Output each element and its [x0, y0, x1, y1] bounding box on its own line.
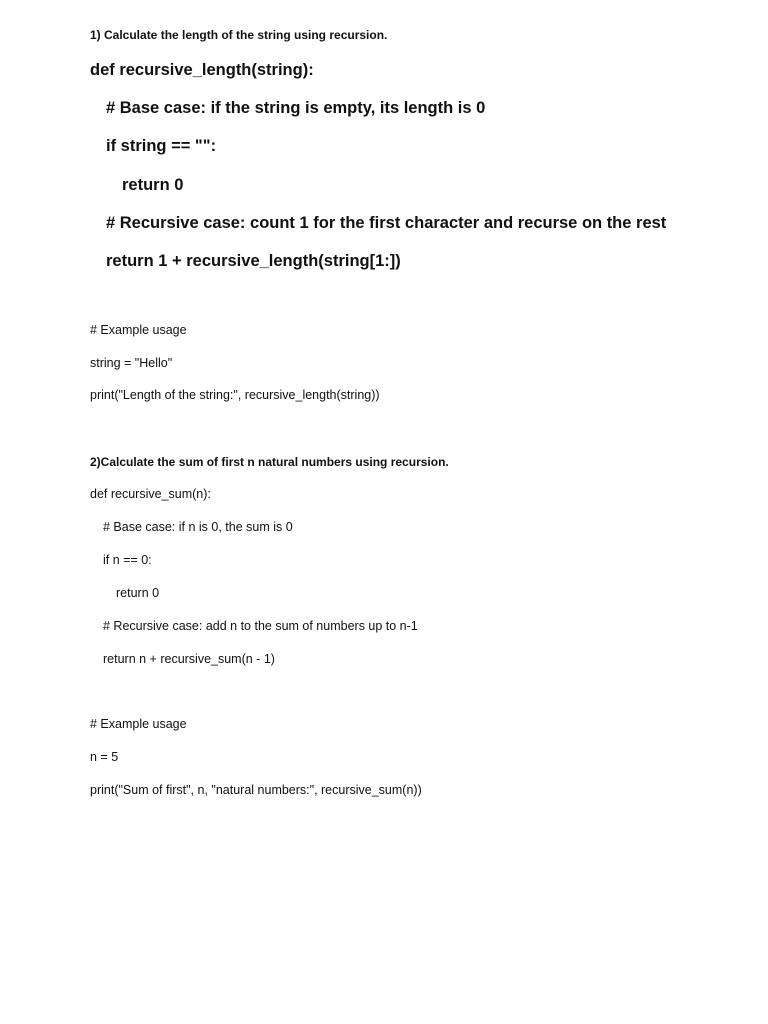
section1-code-line: # Recursive case: count 1 for the first character and recurse on the rest: [106, 214, 667, 232]
section1-code-line: def recursive_length(string):: [90, 61, 314, 79]
section2-code-line: # Base case: if n is 0, the sum is 0: [103, 520, 293, 534]
section1-code-line: return 0: [122, 176, 184, 194]
section2-code-line: return n + recursive_sum(n - 1): [103, 652, 275, 666]
section1-example-line: # Example usage: [90, 323, 187, 337]
section2-code-line: def recursive_sum(n):: [90, 487, 211, 501]
section1-example-line: print("Length of the string:", recursive_length(string)): [90, 388, 380, 402]
section2-example-line: n = 5: [90, 750, 119, 764]
section2-code-line: return 0: [116, 586, 160, 600]
section2-example-line: # Example usage: [90, 717, 187, 731]
section2-code-line: # Recursive case: add n to the sum of numbers up to n-1: [103, 619, 418, 633]
section2-code-line: if n == 0:: [103, 553, 152, 567]
section1-title: 1) Calculate the length of the string using recursion.: [90, 28, 388, 42]
section2-example-line: print("Sum of first", n, "natural numbers:", recursive_sum(n)): [90, 783, 422, 797]
section1-code-line: if string == "":: [106, 137, 217, 155]
section1-example-line: string = "Hello": [90, 356, 173, 370]
section1-code-line: # Base case: if the string is empty, its length is 0: [106, 99, 486, 117]
section1-code-line: return 1 + recursive_length(string[1:]): [106, 252, 401, 270]
section2-title: 2)Calculate the sum of first n natural numbers using recursion.: [90, 455, 449, 469]
